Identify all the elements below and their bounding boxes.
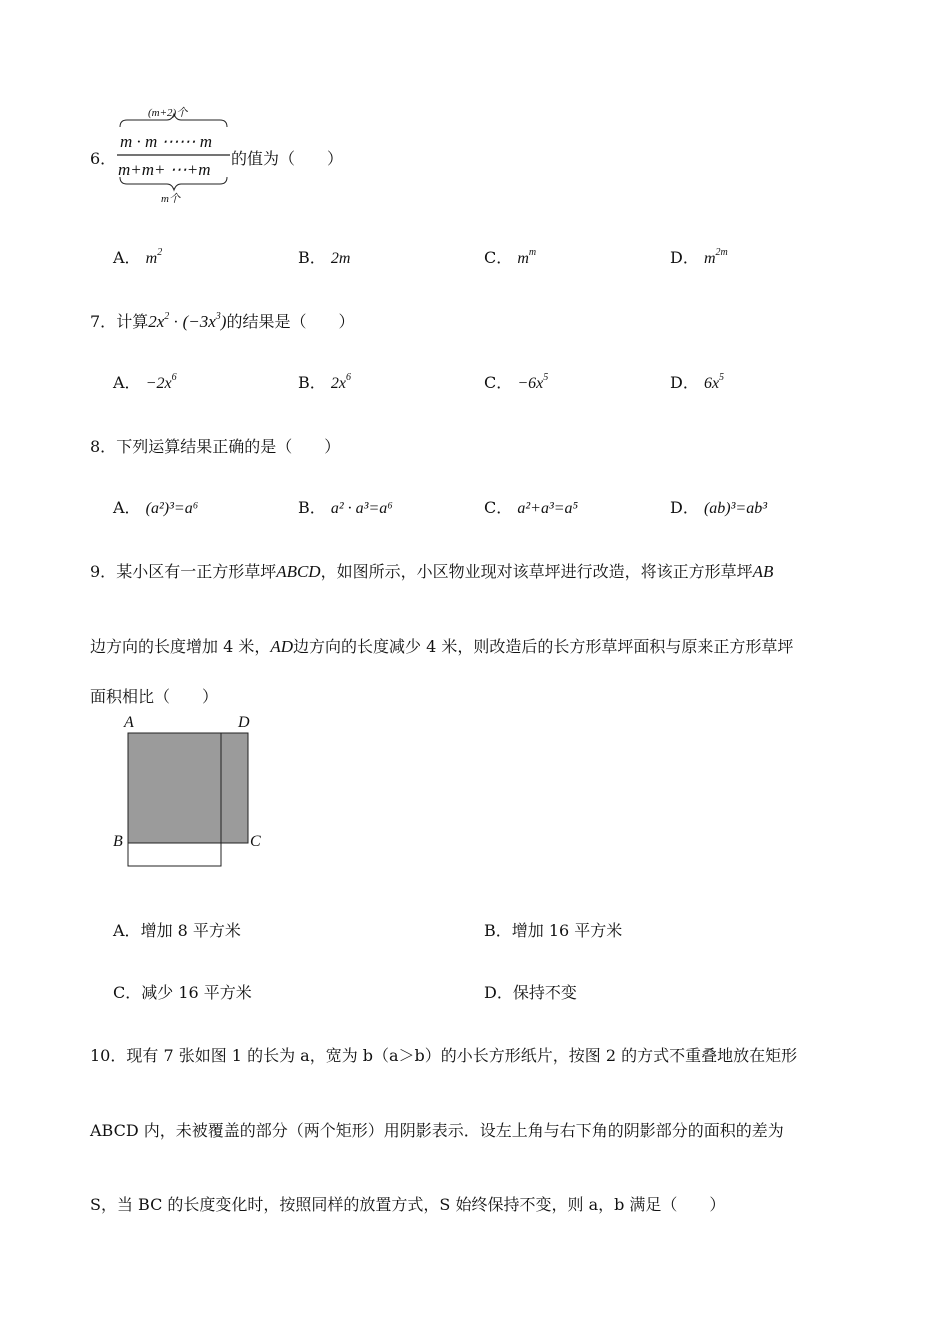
- option-text: 增加 16 平方米: [511, 921, 623, 940]
- option-letter: B．: [298, 373, 326, 392]
- question-line-3: S，当 BC 的长度变化时，按照同样的放置方式，S 始终保持不变，则 a，b 满足（ ）: [90, 1195, 726, 1214]
- label-b: B: [113, 833, 123, 850]
- question-number: 9．: [90, 562, 117, 581]
- question-number: 7．: [90, 312, 117, 331]
- option-expression: −2x: [145, 375, 172, 392]
- option-expression: (a²)³=a⁶: [145, 500, 199, 517]
- removed-strip: [128, 843, 221, 866]
- option-d[interactable]: [670, 245, 728, 268]
- option-expression: a²+a³=a⁵: [517, 500, 579, 517]
- brace-top-label: (m+2)个: [148, 107, 188, 119]
- option-c[interactable]: [113, 980, 252, 1003]
- option-letter: C．: [484, 373, 513, 392]
- math-exponent: 3: [215, 310, 221, 322]
- label-d: D: [238, 714, 250, 731]
- option-d[interactable]: [484, 980, 577, 1003]
- option-a[interactable]: [113, 370, 177, 393]
- question-body: 下列运算结果正确的是（ ）: [116, 437, 341, 456]
- option-letter: C．: [484, 248, 513, 267]
- option-b[interactable]: [298, 370, 351, 393]
- math-term: (−3x: [182, 312, 216, 331]
- option-text: 增加 8 平方米: [140, 921, 241, 940]
- question-prefix: 计算: [116, 312, 149, 331]
- option-a[interactable]: [113, 918, 241, 941]
- math-operator: ·: [169, 314, 183, 331]
- denominator: m+m+ ⋯+m: [118, 160, 211, 179]
- option-letter: D．: [670, 373, 699, 392]
- square-figure: [110, 714, 270, 874]
- option-a[interactable]: [113, 245, 162, 268]
- label-c: C: [250, 833, 261, 850]
- option-letter: D．: [670, 498, 699, 517]
- math-term: ABCD: [276, 562, 321, 581]
- option-expression: m: [517, 250, 529, 267]
- option-expression: m: [703, 250, 716, 267]
- option-letter: C．: [113, 983, 142, 1002]
- question-line-2: [90, 634, 793, 657]
- option-expression: 6x: [703, 375, 720, 392]
- option-letter: B．: [298, 498, 326, 517]
- option-letter: C．: [484, 498, 513, 517]
- option-letter: B．: [298, 248, 326, 267]
- option-a[interactable]: [113, 495, 198, 518]
- question-tail: 的结果是（ ）: [226, 312, 355, 331]
- option-exponent: 5: [543, 371, 549, 383]
- option-letter: B．: [484, 921, 512, 940]
- text-segment: ，如图所示，小区物业现对该草坪进行改造，将该正方形草坪: [320, 562, 753, 581]
- question-number: 8．: [90, 437, 117, 456]
- question-line-3: 面积相比（ ）: [90, 687, 219, 706]
- text-segment: 某小区有一正方形草坪: [116, 562, 277, 581]
- option-expression: m: [145, 250, 158, 267]
- option-c[interactable]: [484, 245, 536, 268]
- added-strip: [221, 733, 248, 843]
- option-letter: A．: [113, 248, 141, 267]
- question-text: [90, 434, 340, 457]
- question-line-2: ABCD 内，未被覆盖的部分（两个矩形）用阴影表示．设左上角与右下角的阴影部分的面积的差为: [90, 1121, 784, 1140]
- option-text: 保持不变: [512, 983, 577, 1002]
- option-letter: D．: [484, 983, 513, 1002]
- question-text: [90, 309, 354, 332]
- option-exponent: 6: [171, 371, 177, 383]
- option-letter: A．: [113, 921, 141, 940]
- original-square: [128, 733, 221, 843]
- text-segment: 边方向的长度增加 4 米，: [90, 637, 271, 656]
- option-d[interactable]: [670, 495, 767, 518]
- brace-bottom-label: m个: [161, 193, 180, 205]
- question-text: 的值为（ ）: [231, 149, 344, 168]
- text-segment: 边方向的长度减少 4 米，则改造后的长方形草坪面积与原来正方形草坪: [293, 637, 794, 656]
- label-a: A: [124, 714, 134, 731]
- math-paren: ): [220, 312, 227, 331]
- option-b[interactable]: [298, 495, 393, 518]
- question-number: 6．: [90, 149, 117, 168]
- option-exponent: m: [528, 246, 537, 258]
- option-exponent: 5: [719, 371, 725, 383]
- option-expression: a² · a³=a⁶: [330, 500, 393, 517]
- question-line-1: 10．现有 7 张如图 1 的长为 a，宽为 b（a＞b）的小长方形纸片，按图 2 的方式不重叠地放在矩形: [90, 1046, 798, 1065]
- option-expression: (ab)³=ab³: [703, 500, 767, 517]
- math-term: AB: [752, 562, 774, 581]
- question-line-1: [90, 559, 773, 582]
- option-c[interactable]: [484, 495, 578, 518]
- figure-shapes: [110, 714, 270, 874]
- option-c[interactable]: [484, 370, 548, 393]
- math-term: 2x: [148, 312, 165, 331]
- option-exponent: 2: [157, 246, 163, 258]
- option-text: 减少 16 平方米: [141, 983, 252, 1002]
- option-expression: −6x: [517, 375, 544, 392]
- option-exponent: 6: [345, 371, 351, 383]
- option-letter: A．: [113, 498, 141, 517]
- option-expression: 2x: [330, 375, 346, 392]
- math-term: AD: [270, 637, 294, 656]
- option-d[interactable]: [670, 370, 724, 393]
- option-b[interactable]: [484, 918, 622, 941]
- option-expression: 2m: [330, 250, 351, 267]
- numerator: m · m ⋯⋯ m: [120, 132, 213, 151]
- option-letter: A．: [113, 373, 141, 392]
- math-exponent: 2: [164, 310, 170, 322]
- option-letter: D．: [670, 248, 699, 267]
- option-b[interactable]: [298, 245, 350, 268]
- option-exponent: 2m: [715, 246, 728, 258]
